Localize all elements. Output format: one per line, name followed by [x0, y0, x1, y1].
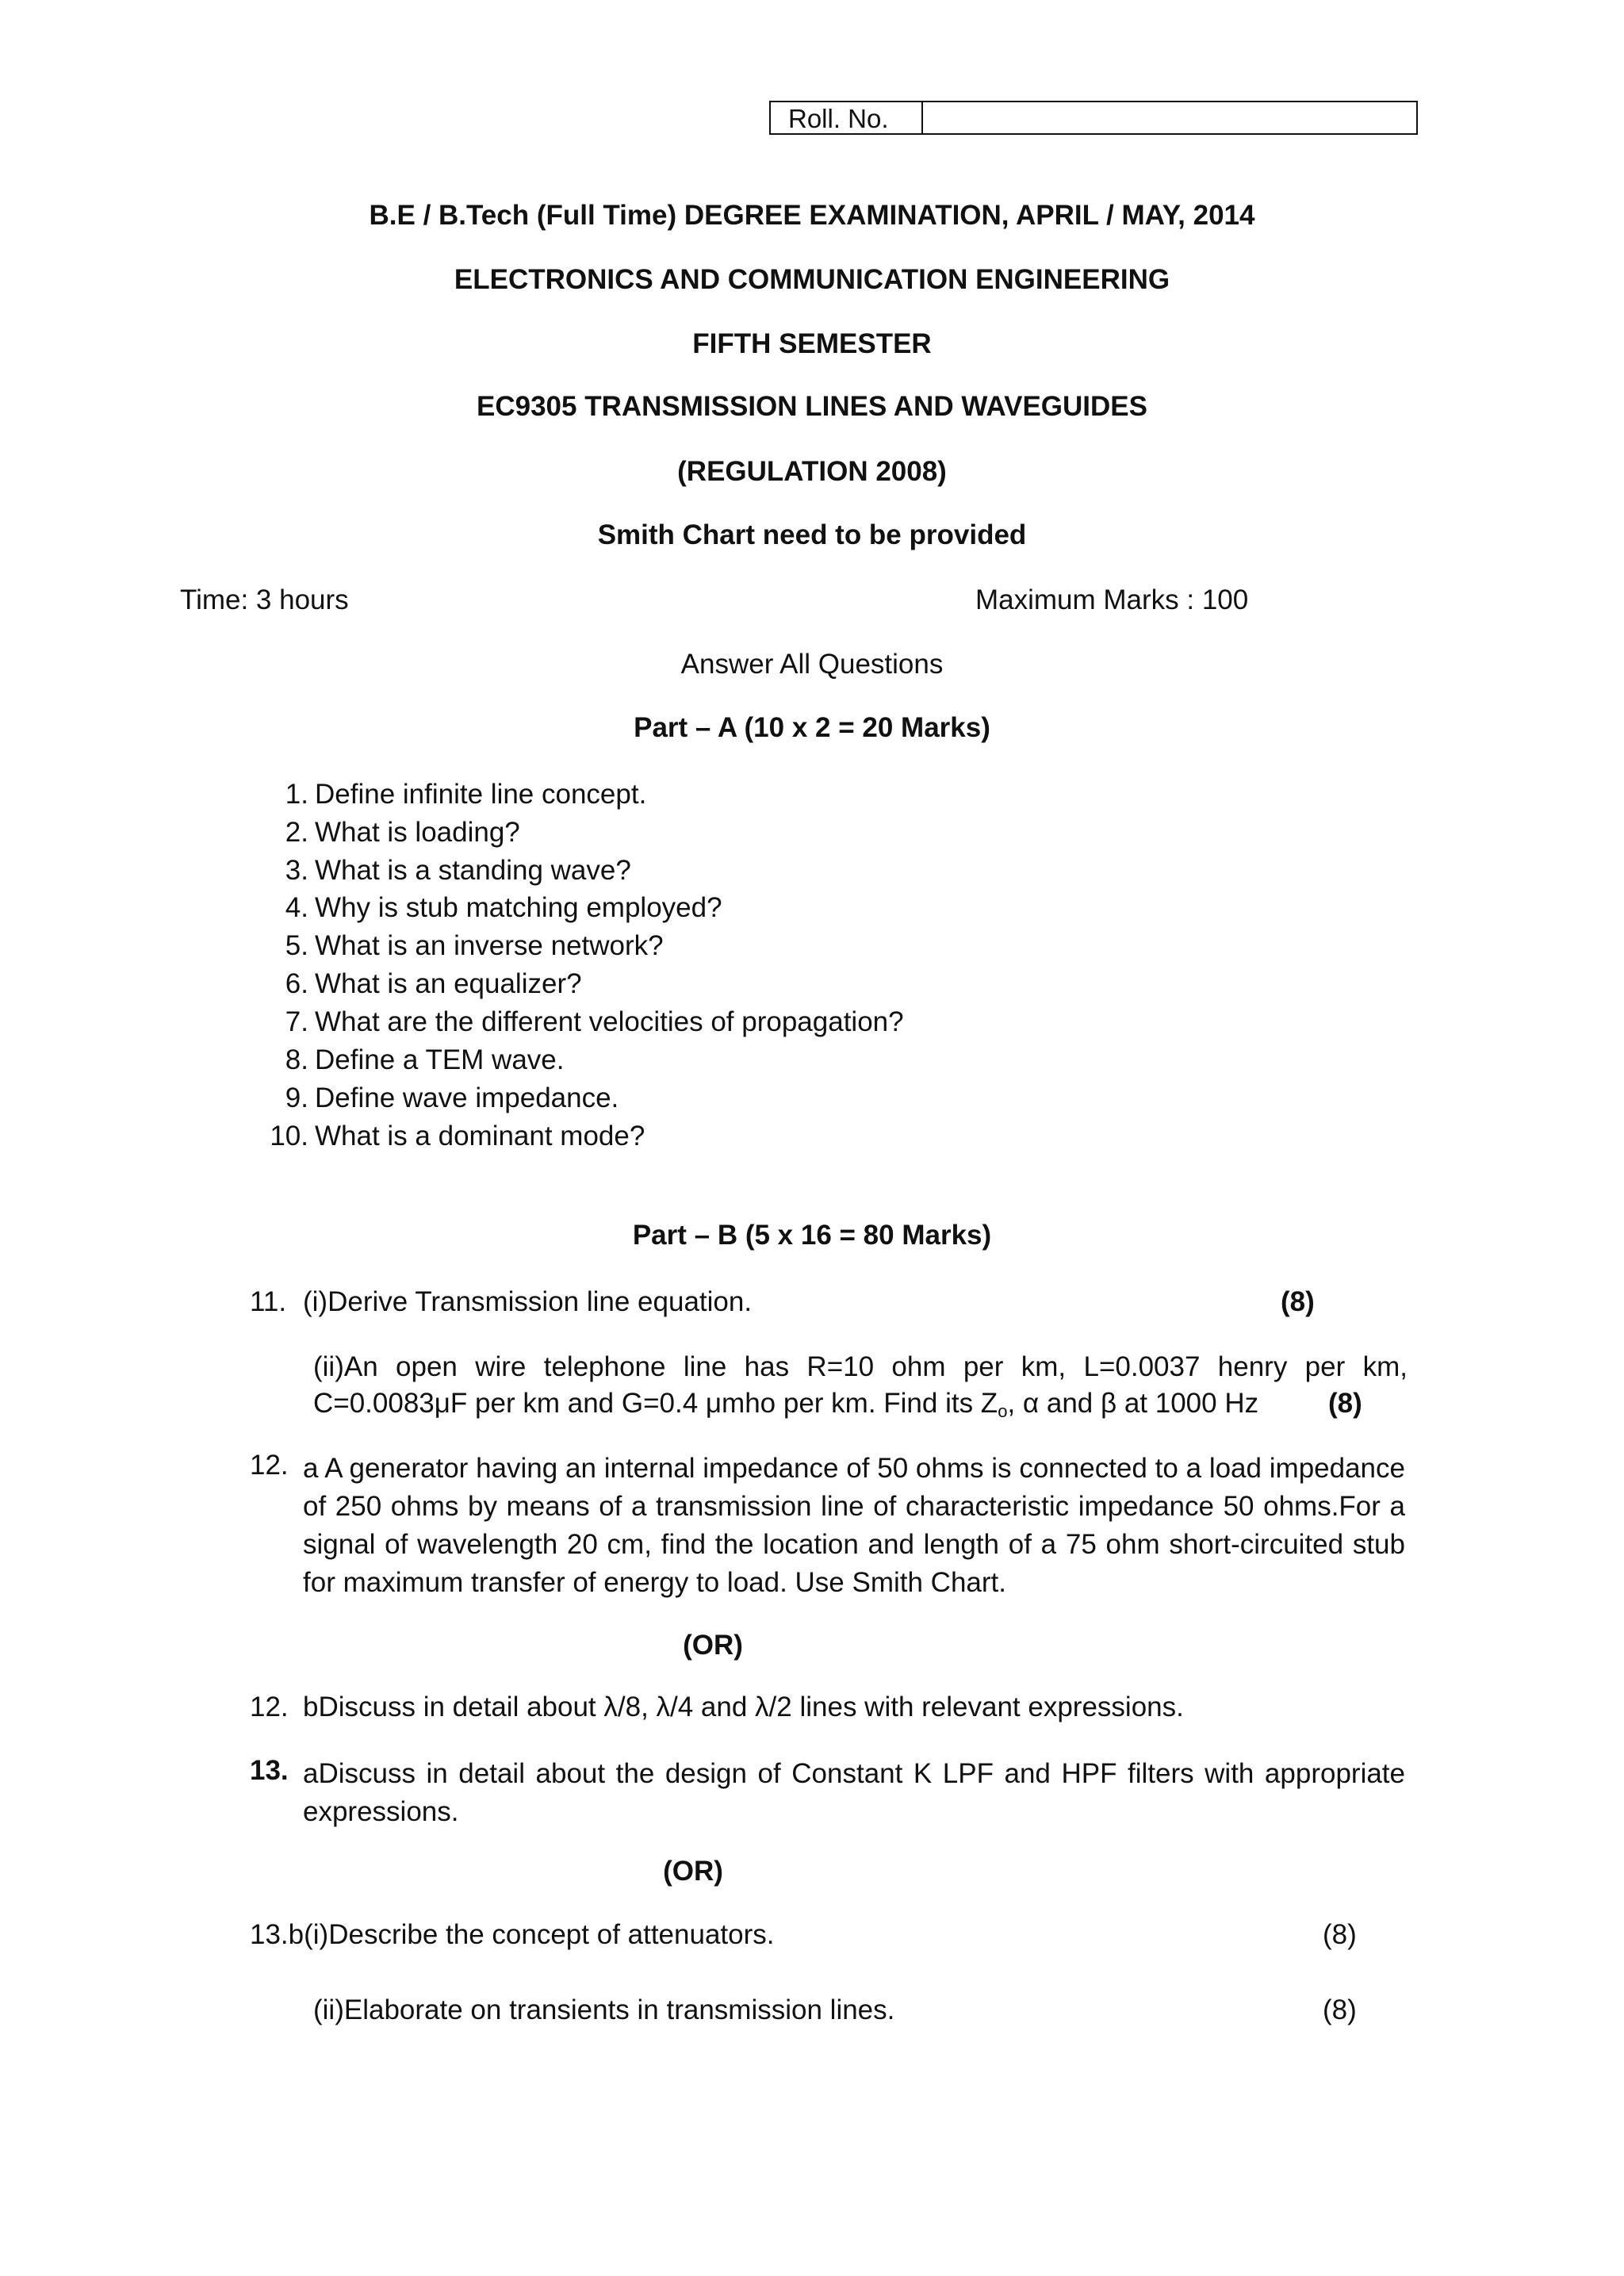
- question-number: 6.: [285, 968, 308, 999]
- question-number: 13.: [250, 1755, 289, 1786]
- question-text: What is a standing wave?: [315, 855, 631, 886]
- question-number: 12.: [250, 1692, 289, 1722]
- question-number: 10.: [270, 1121, 308, 1151]
- question-13b-part-i: 13.b(i)Describe the concept of attenuators.: [250, 1919, 775, 1950]
- smith-chart-note: Smith Chart need to be provided: [597, 519, 1027, 550]
- marks-badge: (8): [1328, 1388, 1362, 1419]
- question-text: Why is stub matching employed?: [315, 892, 722, 923]
- or-separator: (OR): [683, 1630, 743, 1661]
- question-text: What is loading?: [315, 817, 520, 848]
- course-title: EC9305 TRANSMISSION LINES AND WAVEGUIDES: [477, 391, 1147, 422]
- part-b-title: Part – B (5 x 16 = 80 Marks): [632, 1220, 992, 1251]
- z-subscript: o: [998, 1401, 1008, 1421]
- marks-badge: (8): [1323, 1994, 1357, 2025]
- question-text: What are the different velocities of propagation?: [315, 1006, 904, 1037]
- question-13a-text: aDiscuss in detail about the design of Constant K LPF and HPF filters with appropriate expressions.: [303, 1758, 1405, 1827]
- question-text: What is an equalizer?: [315, 968, 582, 999]
- question-number: 1.: [285, 779, 308, 810]
- regulation-title: (REGULATION 2008): [677, 456, 947, 487]
- question-11-part-i: (i)Derive Transmission line equation.: [303, 1286, 753, 1317]
- question-number: 3.: [285, 855, 308, 886]
- question-text: What is a dominant mode?: [315, 1121, 645, 1151]
- question-text: Define infinite line concept.: [315, 779, 647, 810]
- question-11-part-ii-line2: [313, 1388, 1258, 1422]
- question-number: 8.: [285, 1044, 308, 1075]
- question-13b-part-ii: (ii)Elaborate on transients in transmission lines.: [313, 1994, 895, 2025]
- part-a-title: Part – A (10 x 2 = 20 Marks): [634, 712, 990, 743]
- marks-badge: (8): [1323, 1919, 1357, 1950]
- question-12b-text: bDiscuss in detail about λ/8, λ/4 and λ/2 lines with relevant expressions.: [303, 1692, 1184, 1722]
- instruction: Answer All Questions: [680, 649, 944, 680]
- or-separator: (OR): [663, 1856, 723, 1887]
- question-11-part-ii-line1: (ii)An open wire telephone line has R=10 ohm per km, L=0.0037 henry per km,: [313, 1351, 1408, 1382]
- roll-number-box: [769, 101, 1418, 135]
- question-text: What is an inverse network?: [315, 930, 664, 961]
- question-number: 11.: [250, 1286, 287, 1317]
- exam-title: B.E / B.Tech (Full Time) DEGREE EXAMINATION, APRIL / MAY, 2014: [369, 200, 1255, 231]
- question-number: 12.: [250, 1450, 289, 1481]
- exam-duration: Time: 3 hours: [180, 584, 349, 615]
- roll-number-label: Roll. No.: [771, 102, 923, 133]
- question-12a-text: a A generator having an internal impedance of 50 ohms is connected to a load impedance of 250 ohms by means of a transmission line of characteristic impedance 50 ohms.For a signal of wavelength 20 cm, find the location and length of a 75 ohm short-circuited stub for maximum transfer of energy to load. Use Smith Chart.: [303, 1453, 1405, 1598]
- question-text: Define wave impedance.: [315, 1082, 619, 1113]
- question-number: 5.: [285, 930, 308, 961]
- maximum-marks: Maximum Marks : 100: [975, 584, 1249, 615]
- question-text: Define a TEM wave.: [315, 1044, 565, 1075]
- question-number: 4.: [285, 892, 308, 923]
- question-11-part-ii-text-a: C=0.0083μF per km and G=0.4 μmho per km. Find its Z: [313, 1388, 998, 1419]
- marks-badge: (8): [1281, 1286, 1315, 1317]
- department-title: ELECTRONICS AND COMMUNICATION ENGINEERING: [454, 264, 1170, 295]
- question-number: 2.: [285, 817, 308, 848]
- question-number: 7.: [285, 1006, 308, 1037]
- question-11-part-ii-text-b: , α and β at 1000 Hz: [1007, 1388, 1259, 1419]
- semester-title: FIFTH SEMESTER: [692, 328, 932, 359]
- question-number: 9.: [285, 1082, 308, 1113]
